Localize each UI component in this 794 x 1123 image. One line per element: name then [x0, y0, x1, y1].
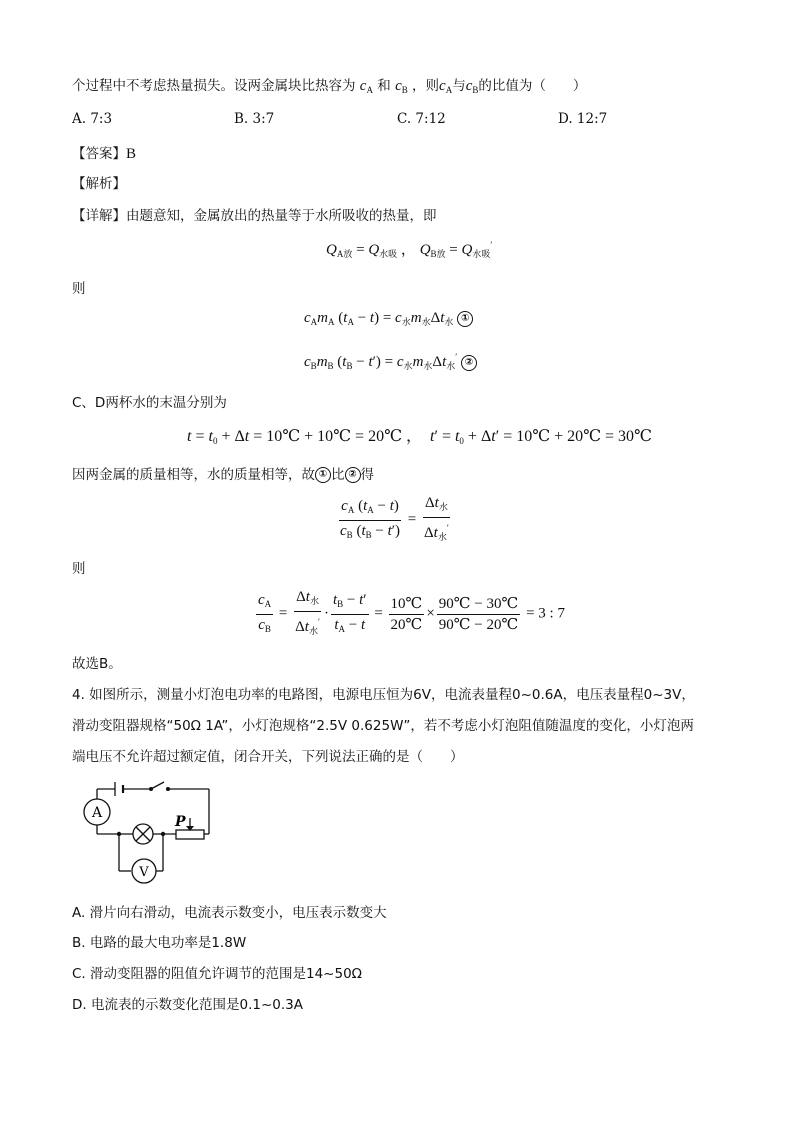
equation-heat-balance: $Q_{A放} = Q_{水吸}$ ， $Q_{B放} = Q_{水吸}'$ [326, 240, 493, 259]
equation-ratio-fraction: $\frac{c_A (t_A - t)}{c_B (t_B - t')}$ = $\frac{\Delta t_水}{\Delta t_水'}$ [340, 495, 449, 542]
q3-option-d: D. 12:7 [558, 111, 608, 127]
equation-1-number: ① [457, 311, 473, 327]
equation-final-ratio: $\frac{c_A}{c_B}$ = $\frac{\Delta t_水}{\Delta t_水'}$ · $\frac{t_B - t'}{t_A - t}$ = $\frac{10℃}{20℃}$ × $\frac{90℃ - 30℃}{90℃ - 20℃}$ = 3 : 7 [258, 589, 565, 636]
rheostat-symbol [176, 830, 204, 839]
q4-option-b: B. 电路的最大电功率是1.8W [72, 935, 247, 951]
q3-intro-text-c: ，则 [412, 78, 440, 94]
ratio-circle-1: ① [315, 467, 331, 483]
q3-cd-text: C、D两杯水的末温分别为 [72, 395, 227, 411]
q4-option-d: D. 电流表的示数变化范围是0.1~0.3A [72, 997, 303, 1013]
equation-1: $c_Am_A$ $(t_A - t) = c_水m_水\Delta t_水$ ① [304, 310, 473, 328]
voltmeter-label: V [139, 865, 149, 880]
q3-intro-line [72, 74, 586, 95]
q3-ratio-text-a: 因两金属的质量相等，水的质量相等，故 [72, 467, 315, 483]
q3-intro-text-a: 个过程中不考虑热量损失。设两金属块比热容为 [72, 78, 356, 94]
q3-then-2: 则 [72, 561, 86, 577]
q4-stem-line-3: 端电压不允许超过额定值，闭合开关，下列说法正确的是（ ） [72, 749, 464, 765]
q3-analysis-tag: 【解析】 [72, 176, 126, 192]
q4-stem-line-2: 滑动变阻器规格“50Ω 1A”，小灯泡规格“2.5V 0.625W”，若不考虑小灯泡阻值随温度的变化，小灯泡两 [72, 718, 694, 734]
q3-intro-text-b: 和 [377, 78, 391, 94]
q3-symbol-ca: $c_A$ [359, 78, 373, 95]
q3-symbol-cb: $c_B$ [395, 78, 408, 95]
equation-final-temps: $t = t_0 + \Delta t$ = 10℃ + 10℃ = 20℃ ， $t' = t_0 + \Delta t'$ = 10℃ + 20℃ = 30℃ [187, 428, 652, 446]
q3-detail-tag: 【详解】 [72, 208, 126, 224]
switch-blade [151, 782, 164, 789]
q3-answer-tag: 【答案】 [72, 146, 126, 162]
q3-option-a: A. 7:3 [72, 111, 113, 127]
q3-detail-line [72, 204, 437, 224]
q3-ratio-text-c: 得 [360, 467, 374, 483]
final-ratio-value: 3 : 7 [538, 605, 565, 622]
q3-then-1: 则 [72, 281, 86, 297]
ratio-circle-2: ② [345, 467, 361, 483]
q3-symbol-cb-2: $c_B$ [465, 78, 479, 95]
circuit-diagram [72, 780, 222, 886]
q3-conclusion: 故选B。 [72, 656, 122, 672]
q3-answer-line [72, 142, 136, 163]
q3-option-b: B. 3:7 [234, 111, 275, 127]
q3-intro-text-e: 的比值为（ ） [478, 78, 587, 94]
q3-symbol-ca-2: $c_A$ [439, 78, 453, 95]
q3-ratio-line [72, 463, 374, 483]
q4-option-a: A. 滑片向右滑动，电流表示数变小，电压表示数变大 [72, 905, 387, 921]
q3-option-c: C. 7:12 [397, 111, 446, 127]
slider-label: P [175, 814, 186, 830]
ammeter-label: A [91, 805, 103, 821]
equation-2: $c_Bm_B$ $(t_B - t') = c_水m_水\Delta t_水'$ ② [304, 352, 477, 372]
q3-detail-text: 由题意知，金属放出的热量等于水所吸收的热量，即 [126, 208, 437, 224]
q3-intro-text-d: 与 [452, 78, 466, 94]
q4-option-c: C. 滑动变阻器的阻值允许调节的范围是14~50Ω [72, 966, 362, 982]
equation-2-number: ② [461, 355, 477, 371]
q3-answer-value: B [126, 146, 137, 162]
q4-stem-line-1: 4. 如图所示，测量小灯泡电功率的电路图，电源电压恒为6V，电流表量程0~0.6A，电压表量程0~3V， [72, 687, 695, 703]
q3-ratio-text-b: 比 [331, 467, 345, 483]
